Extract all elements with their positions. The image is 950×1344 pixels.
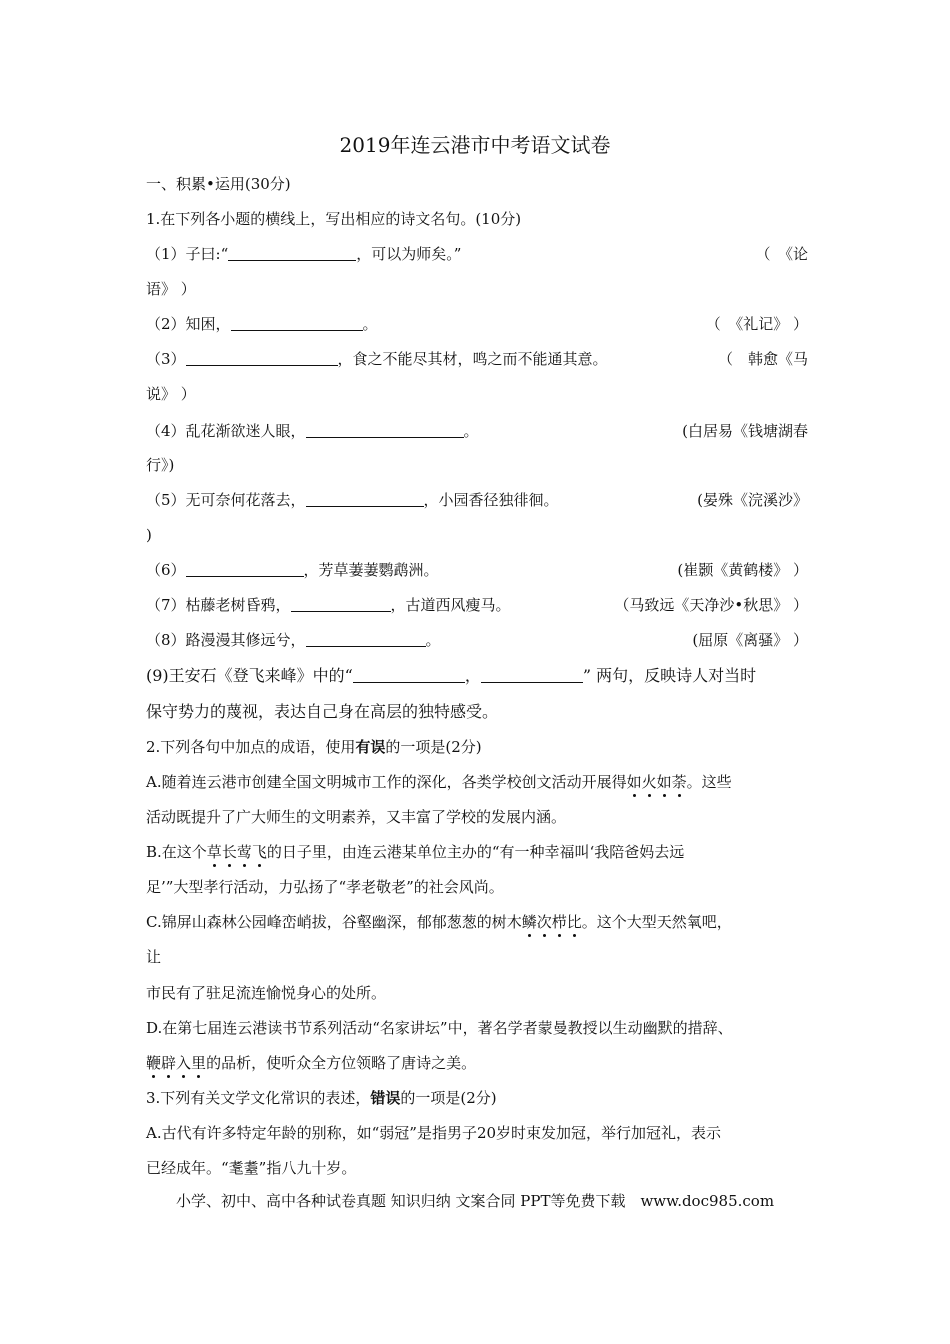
answer-blank[interactable] (231, 314, 363, 331)
q2-option-c-cont: 让 (146, 948, 162, 966)
q1-item-4-source-cont: 行》) (146, 456, 175, 474)
dotted-idiom (522, 913, 582, 931)
q1-item-1-source-cont: 语》 ） (146, 280, 196, 298)
q1-item-3: （3） ，食之不能尽其材，鸣之而不能通其意。 （ 韩愈《马 (146, 350, 808, 368)
q1-item-5-source: (晏殊《浣溪沙》 (697, 491, 808, 509)
q1-item-3-source-cont: 说》 ） (146, 385, 196, 403)
q1-item-1: （1）子曰:“ ，可以为师矣。” （ 《论 (146, 245, 808, 263)
emphasis-char: 比 (566, 913, 582, 931)
answer-blank[interactable] (306, 630, 426, 647)
section-heading: 一、积累•运用(30分) (146, 175, 291, 193)
answer-blank[interactable] (481, 666, 583, 683)
answer-blank[interactable] (306, 421, 464, 438)
emphasis-char: 入 (176, 1054, 192, 1072)
page-footer: 小学、初中、高中各种试卷真题 知识归纳 文案合同 PPT等免费下载 www.doc985.com (175, 1192, 775, 1210)
q2-option-c: C.锦屏山森林公园峰峦峭拔，谷壑幽深，郁郁葱葱的树木鳞次栉比。这个大型天然氧吧， (146, 913, 732, 931)
emphasis-char: 如 (656, 773, 672, 791)
q2-option-b: B.在这个草长莺飞的日子里，由连云港某单位主办的“有一种幸福叫‘我陪爸妈去远 (146, 843, 685, 861)
q3-option-a: A.古代有许多特定年龄的别称，如“弱冠”是指男子20岁时束发加冠，举行加冠礼，表示 (146, 1124, 722, 1142)
emphasis-char: 草 (206, 843, 222, 861)
q2-option-d-cont: 鞭辟入里的品析，使听众全方位领略了唐诗之美。 (146, 1054, 477, 1072)
q1-item-6: （6） ，芳草萋萋鹦鹉洲。 (崔颢《黄鹤楼》 ） (146, 561, 808, 579)
q1-item-4-source: (白居易《钱塘湖春 (682, 422, 808, 440)
emphasis-char: 火 (641, 773, 657, 791)
q1-item-3-source: （ 韩愈《马 (717, 350, 808, 368)
emphasis-char: 鞭 (146, 1054, 162, 1072)
q2-option-a-cont: 活动既提升了广大师生的文明素养，又丰富了学校的发展内涵。 (146, 808, 567, 826)
dotted-idiom (207, 843, 267, 861)
question-1-stem: 1.在下列各小题的横线上，写出相应的诗文名句。(10分) (146, 210, 522, 228)
emphasis-char: 莺 (236, 843, 252, 861)
emphasis-char: 长 (221, 843, 237, 861)
emphasis-char: 鳞 (521, 913, 537, 931)
emphasis-char: 飞 (251, 843, 267, 861)
q1-item-5-source-cont: ) (146, 526, 152, 544)
emphasis-char: 辟 (161, 1054, 177, 1072)
q1-item-1-source: （ 《论 (755, 245, 808, 263)
emphasis-char: 里 (191, 1054, 207, 1072)
q2-option-c-cont2: 市民有了驻足流连愉悦身心的处所。 (146, 984, 387, 1002)
answer-blank[interactable] (186, 349, 338, 366)
q1-item-7-source: （马致远《天净沙•秋思》 ） (614, 596, 808, 614)
q1-item-5: （5）无可奈何花落去， ，小园香径独徘徊。 (晏殊《浣溪沙》 (146, 491, 808, 509)
answer-blank[interactable] (353, 666, 465, 683)
q1-item-9: (9)王安石《登飞来峰》中的“ ， ” 两句，反映诗人对当时 (146, 666, 757, 685)
emphasis-char: 次 (536, 913, 552, 931)
answer-blank[interactable] (186, 560, 304, 577)
q1-item-4: （4）乱花渐欲迷人眼， 。 (白居易《钱塘湖春 (146, 422, 808, 440)
q1-item-6-source: (崔颢《黄鹤楼》 ） (677, 561, 808, 579)
question-2-stem: 2.下列各句中加点的成语，使用有误的一项是(2分) (146, 738, 482, 756)
dotted-idiom (146, 1054, 206, 1072)
q3-option-a-cont: 已经成年。“耄耋”指八九十岁。 (146, 1159, 357, 1177)
page-title: 2019年连云港市中考语文试卷 (339, 133, 611, 157)
answer-blank[interactable] (306, 490, 424, 507)
q1-item-7: （7）枯藤老树昏鸦， ，古道西风瘦马。 （马致远《天净沙•秋思》 ） (146, 596, 808, 614)
q1-item-8-source: (屈原《离骚》 ） (692, 631, 808, 649)
q1-item-2-source: （ 《礼记》 ） (705, 315, 808, 333)
q1-item-8: （8）路漫漫其修远兮， 。 (屈原《离骚》 ） (146, 631, 808, 649)
emphasis-char: 如 (626, 773, 642, 791)
q2-option-d: D.在第七届连云港读书节系列活动“名家讲坛”中，著名学者蒙曼教授以生动幽默的措辞、 (146, 1019, 733, 1037)
answer-blank[interactable] (228, 244, 356, 261)
emphasis-char: 荼 (671, 773, 687, 791)
answer-blank[interactable] (291, 595, 391, 612)
q2-option-a: A.随着连云港市创建全国文明城市工作的深化，各类学校创文活动开展得如火如荼。这些 (146, 773, 732, 791)
dotted-idiom (627, 773, 687, 791)
q2-option-b-cont: 足’”大型孝行活动，力弘扬了“孝老敬老”的社会风尚。 (146, 878, 504, 896)
q1-item-9-cont: 保守势力的蔑视，表达自己身在高层的独特感受。 (146, 702, 499, 721)
emphasis-char: 栉 (551, 913, 567, 931)
q1-item-2: （2）知困， 。 （ 《礼记》 ） (146, 315, 808, 333)
question-3-stem: 3.下列有关文学文化常识的表述，错误的一项是(2分) (146, 1089, 497, 1107)
